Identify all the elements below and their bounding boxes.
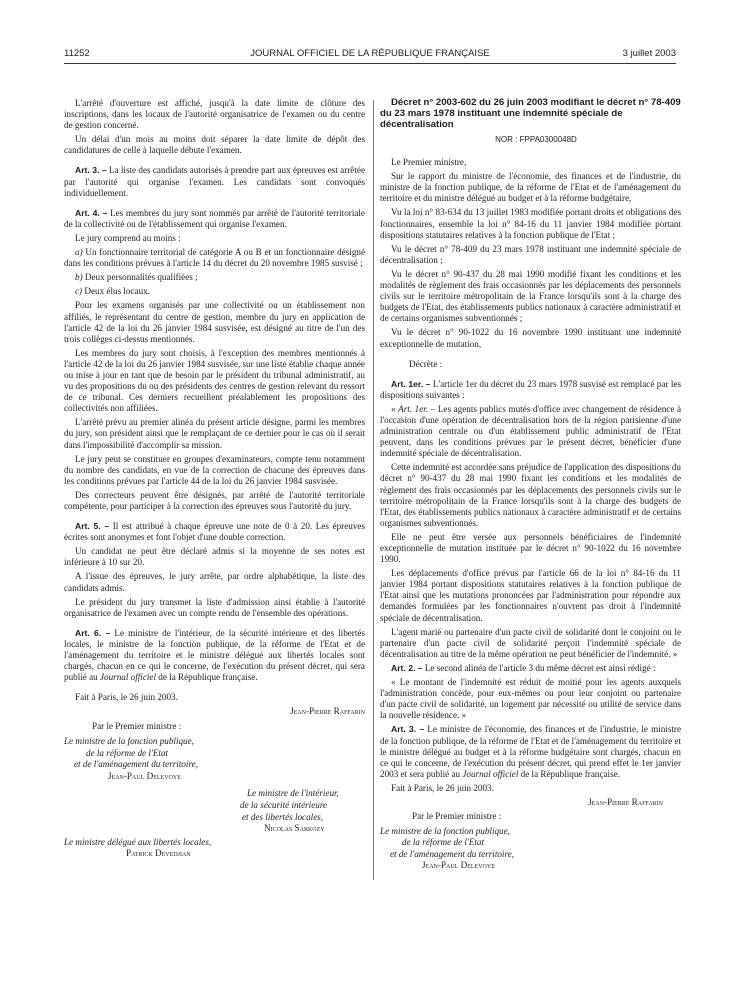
item-b-letter: b) — [75, 272, 83, 283]
visa-decret-90-1022: Vu le décret n° 90-1022 du 16 novembre 1990 instituant une indemnité exceptionnelle de mutation, — [380, 327, 681, 349]
minister-delegue-name: Patrick Devedjian — [126, 848, 191, 859]
article-4 — [64, 208, 365, 230]
article-1-quoted — [380, 404, 681, 459]
page-number: 11252 — [64, 48, 90, 59]
fait-a-paris: Fait à Paris, le 26 juin 2003. — [75, 692, 178, 703]
paragraph-president: Le président du jury transmet la liste d'admission ainsi établie à l'autorité organisatrice de l'examen avec un compte rendu de l'ensemble des opérations. — [64, 596, 365, 618]
article-6 — [64, 628, 365, 683]
minister-fp-right-name: Jean-Paul Delevoye — [422, 860, 495, 871]
signature-premier-ministre-right: Jean-Pierre Raffarin — [588, 796, 663, 807]
article-5 — [64, 521, 365, 543]
minister-delegue-line1: Le ministre délégué aux libertés locales, — [64, 836, 212, 847]
right-column — [380, 97, 681, 872]
article-3 — [64, 165, 365, 198]
article-4-text: Les membres du jury sont nommés par arrêté de l'autorité territoriale de la collectivité ou de l'établissement qui organise l'examen. — [64, 207, 365, 229]
minister-interieur-line2: de la sécurité intérieure — [240, 800, 328, 811]
visa-decret-90-437: Vu le décret n° 90-437 du 28 mai 1990 modifié fixant les conditions et les modalités de règlement des frais occasionnés par les déplacements des personnels civils sur le territoire métropolitain de la France lorsqu'ils sont à la charge des budgets de l'Etat, des établissements publics nationaux à caractère administratif et de certains organismes subventionnés ; — [380, 268, 681, 324]
paragraph-montant: « Le montant de l'indemnité est réduit de moitié pour les agents auxquels l'administration concède, pour eux-mêmes ou pour leur conjoint ou partenaire d'un pacte civil de solidarité, un logement par nécessité ou utilité de service dans la nouvelle résidence. » — [380, 677, 681, 721]
item-b-text: Deux personnalités qualifiées ; — [82, 272, 198, 283]
decret-title: Décret n° 2003-602 du 26 juin 2003 modifiant le décret n° 78-409 du 23 mars 1978 instituant une indemnité spéciale de décentralisation — [380, 97, 681, 130]
item-c-text: Deux élus locaux. — [82, 286, 151, 297]
article-3-right — [380, 724, 681, 779]
decrete: Décrète : — [409, 358, 443, 369]
article-3-right-label: Art. 3. – — [391, 724, 425, 735]
article-6-text: Le ministre de l'intérieur, de la sécurité intérieure et des libertés locales, le ministre de la fonction publique, de la réforme de l'Etat et de l'aménagement du territoire et le ministre délégué aux libertés locales sont chargés, chacun en ce qui le concerne, de l'exécution du présent décret, qui sera publié au — [64, 627, 365, 683]
journal-title: JOURNAL OFFICIEL DE LA RÉPUBLIQUE FRANÇAISE — [250, 48, 490, 59]
article-3-text: La liste des candidats autorisés à prendre part aux épreuves est arrêtée par l'autorité qui organise l'examen. Les candidats sont convoqués individuellement. — [64, 165, 365, 198]
jury-item-c — [64, 286, 365, 297]
article-5-label: Art. 5. – — [75, 521, 110, 532]
page-header — [64, 48, 676, 62]
article-3-right-text: Le ministre de l'économie, des finances et de l'industrie, le ministre de la fonction publique, de la réforme de l'Etat et de l'aménagement du territoire et le ministre délégué au budget et à la réforme budgétaire sont chargés, chacun en ce qui le concerne, de l'exécution du présent décret, qui prend effet le 1er janvier 2003 et sera publié au — [380, 724, 681, 779]
article-3-label: Art. 3. – — [75, 165, 107, 176]
paragraph-deplacements: Les déplacements d'office prévus par l'article 66 de la loi n° 84-16 du 11 janvier 1984 portant dispositions statutaires relatives à la fonction publique de l'Etat ainsi que les mutations prononcées par l'administration pour répondre aux demandes formulées par les fonctionnaires n'ouvrent pas droit à l'indemnité spéciale de décentralisation. — [380, 568, 681, 623]
minister-fp-right-line1: Le ministre de la fonction publique, — [380, 825, 510, 836]
article-2-text: Le second alinéa de l'article 3 du même décret est ainsi rédigé : — [422, 662, 656, 673]
minister-fp-line3: et de l'aménagement du territoire, — [74, 759, 199, 770]
paragraph-affichage: L'arrêté d'ouverture est affiché, jusqu'à la date limite de clôture des inscriptions, dans les locaux de l'autorité organisatrice de l'examen ou du centre de gestion concerné. — [64, 98, 365, 131]
article-2-label: Art. 2. – — [391, 662, 423, 673]
paragraph-arrete: L'arrêté prévu au premier alinéa du présent article désigne, parmi les membres du jury, son président ainsi que le remplaçant de ce dernier pour le cas où il serait dans l'impossibilité d'accomplir sa mission. — [64, 417, 365, 450]
issue-date: 3 juillet 2003 — [622, 48, 676, 59]
journal-officiel-ref: Journal officiel — [99, 672, 156, 683]
quoted-article-label: Art. 1er. — [398, 403, 429, 414]
jury-item-b — [64, 272, 365, 283]
item-c-letter: c) — [75, 286, 83, 297]
premier-ministre: Le Premier ministre, — [391, 157, 467, 168]
paragraph-groupes: Le jury peut se constituer en groupes d'examinateurs, compte tenu notamment du nombre des candidats, en vue de la correction de chacune des épreuves dans les conditions prévues par l'article 44 de la loi du 26 janvier 1984 susvisée. — [64, 453, 365, 486]
minister-fp-right-line2: de la réforme de l'Etat — [402, 837, 485, 848]
visa-decret-78: Vu le décret n° 78-409 du 23 mars 1978 instituant une indemnité spéciale de décentralisation ; — [380, 243, 681, 265]
paragraph-correcteurs: Des correcteurs peuvent être désignés, par arrêté de l'autorité territoriale compétente, pour participer à la correction des épreuves sous l'autorité du jury. — [64, 489, 365, 511]
article-1 — [380, 379, 681, 401]
journal-officiel-ref-right: Journal officiel — [462, 768, 519, 779]
article-6-label: Art. 6. – — [75, 627, 111, 638]
item-a-letter: a) — [75, 247, 83, 258]
par-premier-ministre-right: Par le Premier ministre : — [412, 811, 502, 822]
paragraph-membres: Les membres du jury sont choisis, à l'exception des membres mentionnés à l'article 42 de la loi du 26 janvier 1984 susvisée, sur une liste établie chaque année ou mise à jour en tant que de besoin par le président du tribunal administratif, au vu des propositions du ou des présidents des centres de gestion relevant du ressort de ce tribunal. Ces derniers recueillent préalablement les propositions des collectivités non affiliées. — [64, 347, 365, 414]
minister-interieur-name: Nicolas Sarkozy — [264, 823, 325, 834]
column-divider — [373, 100, 374, 880]
article-4-label: Art. 4. – — [75, 207, 108, 218]
paragraph-issue: A l'issue des épreuves, le jury arrête, par ordre alphabétique, la liste des candidats admis. — [64, 571, 365, 593]
article-2 — [380, 663, 681, 674]
minister-interieur-line3: et des libertés locales, — [242, 811, 324, 822]
paragraph-elle: Elle ne peut être versée aux personnels bénéficiaires de l'indemnité exceptionnelle de mutation instituée par le décret n° 90-1022 du 16 novembre 1990. — [380, 531, 681, 565]
signature-premier-ministre: Jean-Pierre Raffarin — [290, 706, 365, 717]
paragraph-agent: L'agent marié ou partenaire d'un pacte civil de solidarité dont le conjoint ou le partenaire d'un pacte civil de solidarité perçoit l'indemnité spéciale de décentralisation au titre de la même opération ne peut bénéficier de l'indemnité. » — [380, 626, 681, 659]
article-5-text: Il est attribué à chaque épreuve une note de 0 à 20. Les épreuves écrites sont anonymes et font l'objet d'une double correction. — [64, 521, 365, 543]
item-a-text: Un fonctionnaire territorial de catégorie A ou B et un fonctionnaire désigné dans les conditions prévues à l'article 14 du décret du 20 novembre 1985 susvisé ; — [64, 247, 365, 269]
header-rule — [64, 63, 676, 64]
paragraph-examens: Pour les examens organisés par une collectivité ou un établissement non affiliés, le représentant du centre de gestion, membre du jury en application de l'article 42 de la loi du 26 janvier 1984 susvisée, est désigné au titre de l'un des trois collèges ci-dessus mentionnés. — [64, 300, 365, 344]
article-1-label: Art. 1er. – — [391, 378, 431, 389]
paragraph-admis: Un candidat ne peut être déclaré admis si la moyenne de ses notes est inférieure à 10 sur 20. — [64, 546, 365, 568]
minister-fp-name: Jean-Paul Delevoye — [108, 770, 181, 781]
minister-fp-line2: de la réforme de l'Etat — [86, 747, 169, 758]
article-6-text-end: de la République française. — [156, 672, 258, 683]
article-3-right-text-end: de la République française. — [518, 768, 620, 779]
jury-item-a — [64, 247, 365, 269]
visa-loi: Vu la loi n° 83-634 du 13 juillet 1983 modifiée portant droits et obligations des fonctionnaires, ensemble la loi n° 84-16 du 11 janvier 1984 modifiée portant dispositions statutaires relatives à la fonction publique de l'Etat ; — [380, 207, 681, 240]
quoted-article-text: – Les agents publics mutés d'office avec changement de résidence à l'occasion d'une opération de décentralisation hors de la région parisienne d'une administration centrale ou d'un établissement public administratif de l'Etat peuvent, dans les conditions prévues par le présent décret, bénéficier d'une indemnité spéciale de décentralisation. — [380, 403, 682, 459]
fait-a-paris-right: Fait à Paris, le 26 juin 2003. — [391, 782, 494, 793]
paragraph-cette-indemnite: Cette indemnité est accordée sans préjudice de l'application des dispositions du décret n° 90-437 du 28 mai 1990 fixant les conditions et les modalités de règlement des frais occasionnés par les déplacements des personnels civils sur le territoire métropolitain de la France lorsqu'ils sont à la charge des budgets de l'Etat, des établissements publics nationaux à caractère administratif et de certains organismes subventionnés. — [380, 462, 681, 528]
nor-reference: NOR : FPPA0300048D — [495, 135, 577, 144]
left-column — [64, 98, 365, 860]
paragraph-delai: Un délai d'un mois au moins doit séparer la date limite de dépôt des candidatures de celle à laquelle débute l'examen. — [64, 134, 365, 156]
quote-open: « — [391, 403, 399, 414]
article-1-text: L'article 1er du décret du 23 mars 1978 susvisé est remplacé par les dispositions suivantes : — [380, 378, 682, 400]
minister-fp-right-line3: et de l'aménagement du territoire, — [390, 848, 515, 859]
minister-fp-line1: Le ministre de la fonction publique, — [64, 736, 194, 747]
jury-intro: Le jury comprend au moins : — [75, 232, 181, 243]
visa-rapport: Sur le rapport du ministre de l'économie, des finances et de l'industrie, du ministre de la fonction publique, de la réforme de l'Etat et de l'aménagement du territoire et du ministre délégué au budget et à la réforme budgétaire, — [380, 171, 681, 204]
par-premier-ministre: Par le Premier ministre : — [92, 720, 182, 731]
minister-interieur-line1: Le ministre de l'intérieur, — [247, 788, 339, 799]
